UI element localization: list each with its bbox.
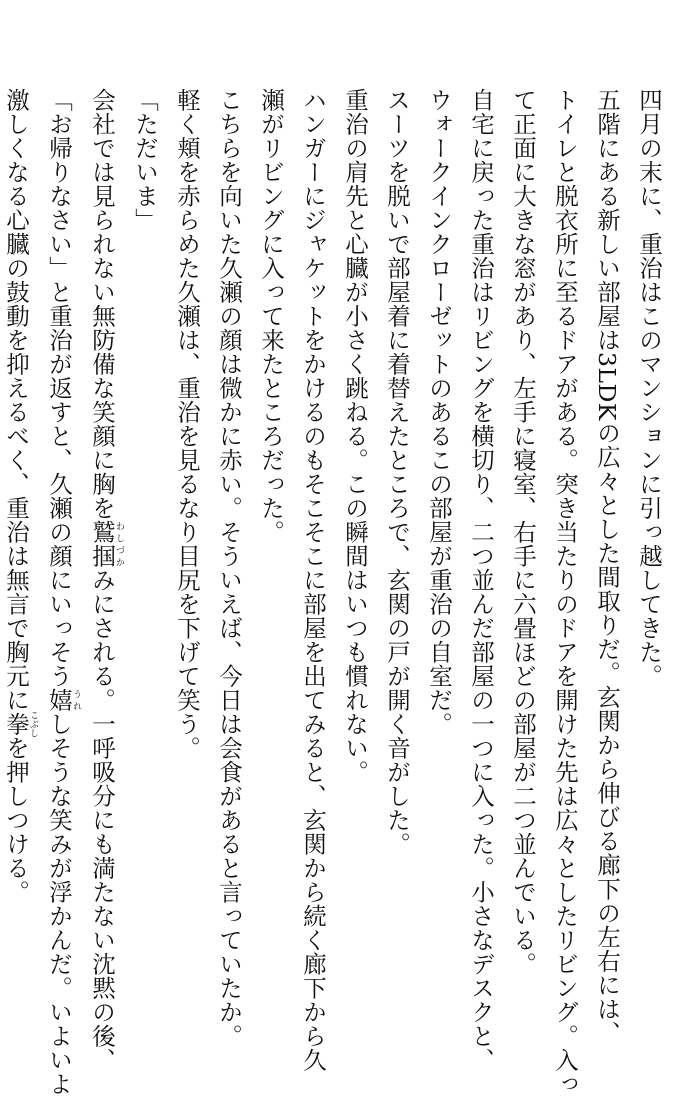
text-segment: しそうな笑みが浮かんだ。いよいよ <box>45 712 73 1096</box>
text-column-2: 五階にある新しい部屋は3LDKの広々とした間取りだ。玄関から伸びる廊下の左右には、 <box>593 88 621 1045</box>
ruby-reading: うれ <box>71 688 81 712</box>
text-column-8: 重治の肩先と心臓が小さく跳ねる。この瞬間はいつも慣れない。 <box>341 88 369 784</box>
text-column-4: て正面に大きな窓があり、左手に寝室、右手に六畳ほどの部屋が二つ並んでいる。 <box>509 88 537 976</box>
text-column-6: ウォークインクローゼットのあるこの部屋が重治の自室だ。 <box>425 88 453 736</box>
ruby-reading: こぶし <box>28 710 38 738</box>
ruby-base: 拳 <box>2 710 30 738</box>
text-column-3: トイレと脱衣所に至るドアがある。突き当たりのドアを開けた先は広々としたリビング。入っ <box>551 88 579 1096</box>
text-segment: を押しつける。 <box>2 736 30 904</box>
text-column-15 <box>38 88 81 1096</box>
text-column-5: 自宅に戻った重治はリビングを横切り、二つ並んだ部屋の一つに入った。小さなデスクと、 <box>467 88 495 1072</box>
text-column-16 <box>0 88 38 978</box>
text-segment: 「お帰りなさい」と重治が返すと、久瀬の顔にいっそう <box>45 88 73 688</box>
ruby-base: 嬉 <box>45 688 73 712</box>
text-column-7: スーツを脱いで部屋着に着替えたところで、玄関の戸が開く音がした。 <box>383 88 411 856</box>
text-segment: みにされる。一呼吸分にも満たない沈黙の後、 <box>88 568 116 1072</box>
text-segment: 会社では見られない無防備な笑顔に胸を <box>88 88 116 520</box>
text-segment: 激しくなる心臓の鼓動を抑えるべく、重治は無言で胸元に <box>2 88 30 712</box>
novel-body-text <box>2 88 670 1096</box>
text-column-11: こちらを向いた久瀬の顔は微かに赤い。そういえば、今日は会食があると言っていたか。 <box>215 88 243 1048</box>
ruby-base: 鷲掴 <box>88 520 116 568</box>
text-column-10: 瀬がリビングに入って来たところだった。 <box>257 88 285 544</box>
furigana-ruby <box>2 710 38 738</box>
text-column-12: 軽く頬を赤らめた久瀬は、重治を見るなり目尻を下げて笑う。 <box>173 88 201 760</box>
text-column-14 <box>81 88 124 1072</box>
text-column-9: ハンガーにジャケットをかけるのもそこそこに部屋を出てみると、玄関から続く廊下から久 <box>299 88 327 1072</box>
furigana-ruby <box>45 688 81 712</box>
text-column-1: 四月の末に、重治はこのマンションに引っ越してきた。 <box>635 88 663 688</box>
furigana-ruby <box>88 520 124 568</box>
text-column-13: 「ただいま」 <box>131 88 159 232</box>
ruby-reading: わしづか <box>114 520 124 568</box>
